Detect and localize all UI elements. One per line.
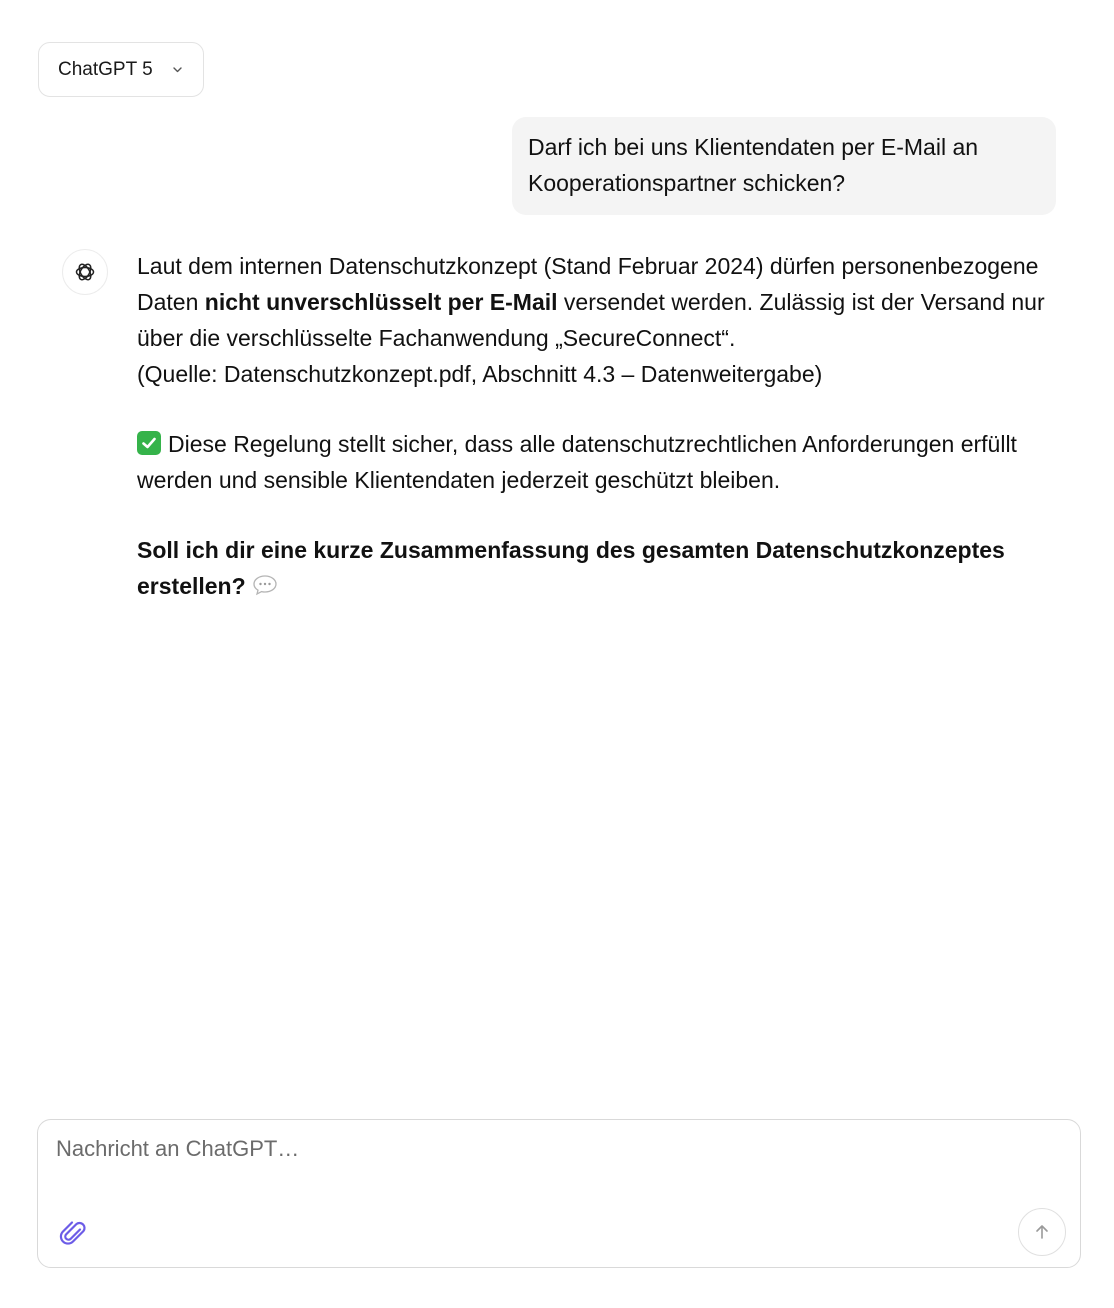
paperclip-icon[interactable] xyxy=(58,1216,88,1246)
arrow-up-icon xyxy=(1033,1223,1051,1241)
message-composer xyxy=(37,1119,1081,1268)
model-label: ChatGPT 5 xyxy=(58,58,153,80)
follow-up-question: Soll ich dir eine kurze Zusammenfassung des gesamten Datenschutzkonzeptes erstellen? xyxy=(137,532,1067,606)
user-message-text: Darf ich bei uns Klientendaten per E-Mail an Kooperationspartner schicken? xyxy=(528,134,979,196)
openai-logo-icon xyxy=(74,261,96,283)
speech-bubble-icon xyxy=(252,570,278,606)
model-selector-button[interactable] xyxy=(38,42,204,97)
answer-source: (Quelle: Datenschutzkonzept.pdf, Abschnitt 4.3 – Datenweitergabe) xyxy=(137,361,823,387)
assistant-message xyxy=(137,248,1067,606)
user-message xyxy=(512,117,1056,215)
answer-paragraph: Laut dem internen Datenschutzkonzept (Stand Februar 2024) dürfen personenbezogene Daten nicht unverschlüsselt per E-Mail versendet werden. Zulässig ist der Versand nur über die verschlüsselte Fachanwendung „SecureConnect“. xyxy=(137,253,1045,351)
answer-paragraph-2: Diese Regelung stellt sicher, dass alle datenschutzrechtlichen Anforderungen erfüllt werden und sensible Klientendaten jederzeit geschützt bleiben. xyxy=(137,431,1017,493)
answer-bold-phrase: nicht unverschlüsselt per E-Mail xyxy=(204,289,558,315)
assistant-avatar xyxy=(62,249,108,295)
message-input[interactable] xyxy=(56,1134,1016,1194)
check-mark-icon xyxy=(137,431,161,455)
chevron-down-icon xyxy=(172,64,183,75)
send-button[interactable] xyxy=(1018,1208,1066,1256)
